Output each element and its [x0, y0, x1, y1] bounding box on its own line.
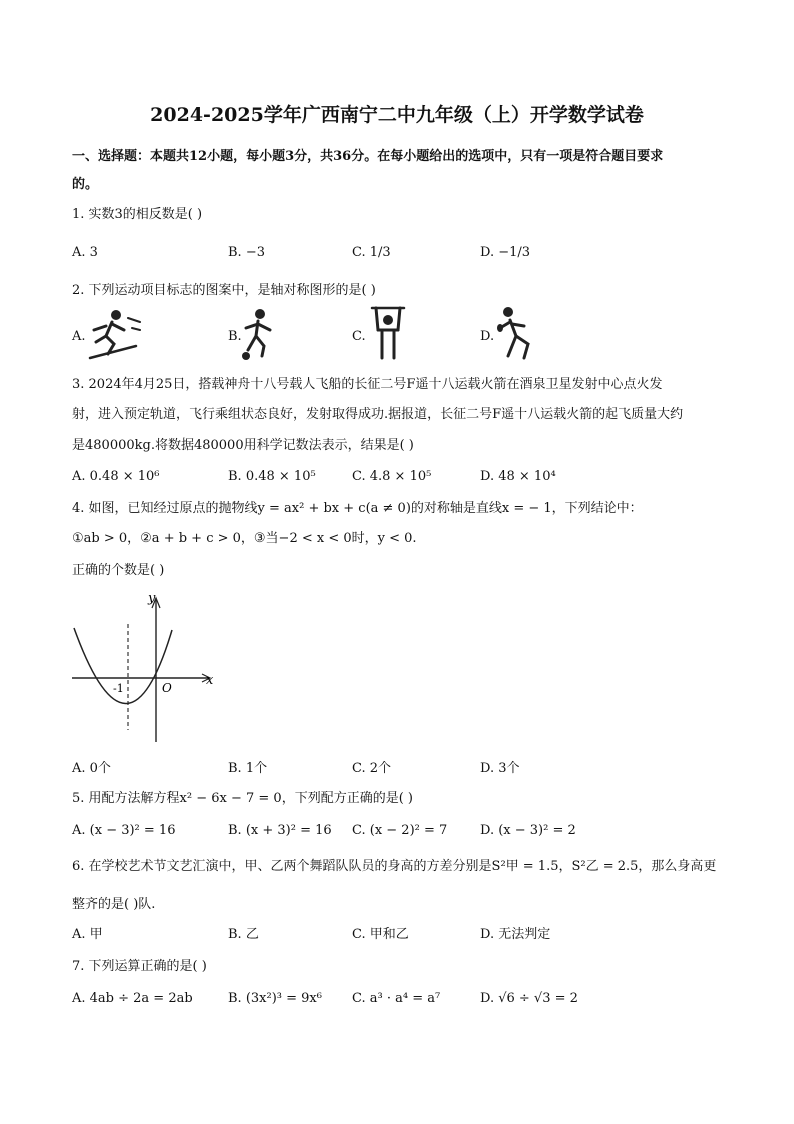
q4-line1: 4. 如图，已知经过原点的抛物线y = ax² + bx + c(a ≠ 0)的对称轴是直线x = − 1，下列结论中：	[72, 501, 643, 516]
q7-option-b: B. (3x²)³ = 9x⁶	[228, 991, 322, 1006]
q1-option-b: B. −3	[228, 245, 265, 260]
q1-option-a: A. 3	[72, 245, 98, 260]
section-heading-line2: 的。	[72, 177, 99, 192]
pullup-icon	[368, 304, 408, 362]
q7-option-a: A. 4ab ÷ 2a = 2ab	[72, 991, 193, 1006]
q3-option-c: C. 4.8 × 10⁵	[352, 469, 432, 484]
q6-option-c: C. 甲和乙	[352, 927, 409, 942]
soccer-icon	[240, 306, 280, 362]
q5-stem: 5. 用配方法解方程x² − 6x − 7 = 0，下列配方正确的是( )	[72, 791, 413, 806]
q4-option-a: A. 0个	[72, 761, 111, 776]
q6-option-a: A. 甲	[72, 927, 103, 942]
section-heading-line1: 一、选择题：本题共12小题，每小题3分，共36分。在每小题给出的选项中，只有一项是符合题目要求	[72, 149, 664, 164]
q7-stem: 7. 下列运算正确的是( )	[72, 959, 207, 974]
x-label: x	[206, 673, 214, 688]
q2-option-c: C.	[352, 329, 366, 344]
parabola-graph	[68, 588, 228, 748]
q4-option-b: B. 1个	[228, 761, 268, 776]
q6-line2: 整齐的是( )队.	[72, 897, 156, 912]
q6-option-b: B. 乙	[228, 927, 259, 942]
q2-option-b: B.	[228, 329, 242, 344]
skiing-icon	[86, 306, 144, 362]
q1-option-c: C. 1/3	[352, 245, 391, 260]
q3-line2: 射，进入预定轨道，飞行乘组状态良好，发射取得成功.据报道，长征二号F遥十八运载火箭的起飞质量大约	[72, 407, 684, 422]
q3-option-a: A. 0.48 × 10⁶	[72, 469, 160, 484]
neg1-label: -1	[113, 682, 124, 695]
q2-option-d: D.	[480, 329, 495, 344]
table-tennis-icon	[494, 304, 538, 362]
q3-line1: 3. 2024年4月25日，搭载神舟十八号载人飞船的长征二号F遥十八运载火箭在酒泉卫星发射中心点火发	[72, 377, 663, 392]
q4-line2: ①ab > 0，②a + b + c > 0，③当−2 < x < 0时，y < 0.	[72, 531, 417, 546]
q5-option-c: C. (x − 2)² = 7	[352, 823, 448, 838]
q4-option-c: C. 2个	[352, 761, 392, 776]
q1-stem: 1. 实数3的相反数是( )	[72, 207, 203, 222]
q7-option-d: D. √6 ÷ √3 = 2	[480, 991, 578, 1006]
origin-label: O	[162, 681, 172, 695]
q3-option-d: D. 48 × 10⁴	[480, 469, 556, 484]
q2-stem: 2. 下列运动项目标志的图案中，是轴对称图形的是( )	[72, 283, 376, 298]
q6-line1: 6. 在学校艺术节文艺汇演中，甲、乙两个舞蹈队队员的身高的方差分别是S²甲 = 1.5，S²乙 = 2.5，那么身高更	[72, 859, 717, 874]
q3-option-b: B. 0.48 × 10⁵	[228, 469, 316, 484]
q1-option-d: D. −1/3	[480, 245, 531, 260]
q6-option-d: D. 无法判定	[480, 927, 551, 942]
q5-option-a: A. (x − 3)² = 16	[72, 823, 176, 838]
q7-option-c: C. a³ · a⁴ = a⁷	[352, 991, 441, 1006]
q2-option-a: A.	[72, 329, 86, 344]
q5-option-d: D. (x − 3)² = 2	[480, 823, 576, 838]
page-title: 2024-2025学年广西南宁二中九年级（上）开学数学试卷	[150, 104, 644, 126]
y-label: y	[148, 591, 156, 606]
q4-option-d: D. 3个	[480, 761, 520, 776]
q4-line3: 正确的个数是( )	[72, 563, 165, 578]
q3-line3: 是480000kg.将数据480000用科学记数法表示，结果是( )	[72, 438, 414, 453]
q5-option-b: B. (x + 3)² = 16	[228, 823, 332, 838]
